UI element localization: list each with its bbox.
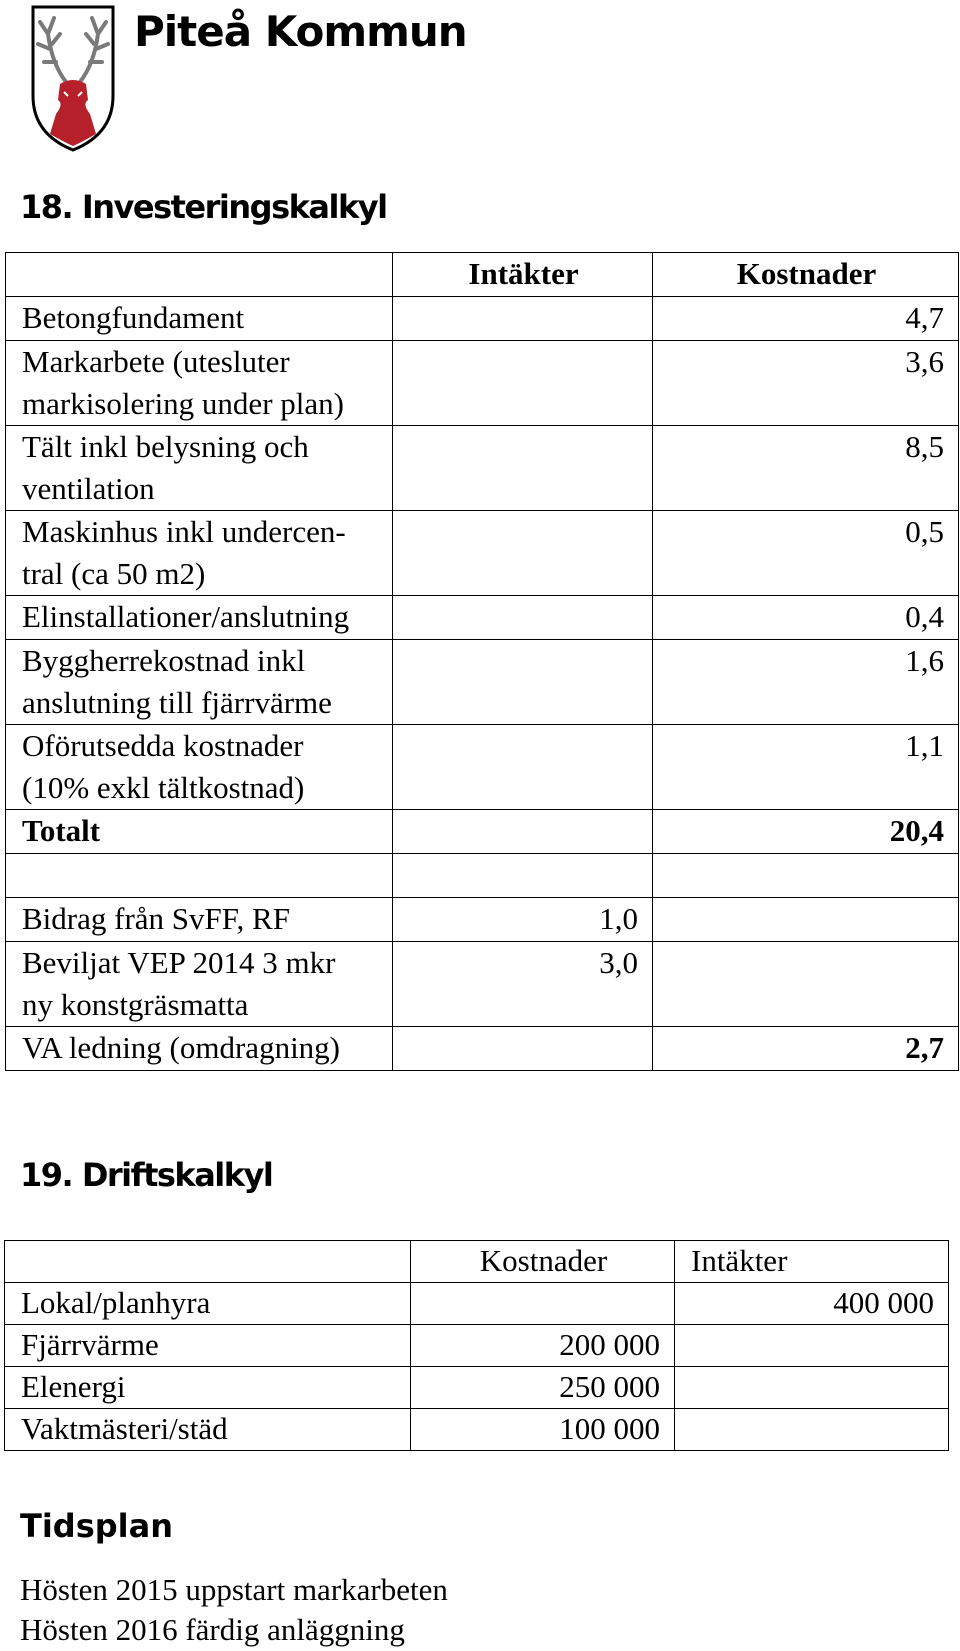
column-header-intakter: Intäkter (393, 253, 653, 297)
kostnader-cell: 0,5 (653, 511, 959, 596)
row-label: Fjärrvärme (5, 1325, 411, 1367)
kostnader-cell: 200 000 (411, 1325, 675, 1367)
investment-heading: 18. Investeringskalkyl (20, 188, 387, 226)
row-label: Vaktmästeri/städ (5, 1409, 411, 1451)
page-header (0, 0, 960, 160)
kostnader-cell (411, 1283, 675, 1325)
intakter-cell (675, 1325, 949, 1367)
kostnader-cell: 8,5 (653, 426, 959, 511)
spacer-row (6, 854, 959, 898)
kostnader-cell (653, 942, 959, 1027)
column-header-kostnader: Kostnader (653, 253, 959, 297)
row-label: Bidrag från SvFF, RF (6, 898, 393, 942)
kostnader-cell: 4,7 (653, 297, 959, 341)
municipality-crest-logo (30, 4, 116, 152)
intakter-cell (393, 596, 653, 640)
row-label: Beviljat VEP 2014 3 mkr ny konstgräsmatta (6, 942, 393, 1027)
table-header-row (6, 253, 959, 297)
row-label: Maskinhus inkl undercen- tral (ca 50 m2) (6, 511, 393, 596)
intakter-cell (393, 640, 653, 725)
kostnader-cell: 250 000 (411, 1367, 675, 1409)
spacer-cell (393, 854, 653, 898)
intakter-cell (393, 725, 653, 810)
row-label: Markarbete (utesluter markisolering under plan) (6, 341, 393, 426)
header-empty-cell (5, 1241, 411, 1283)
intakter-cell (393, 511, 653, 596)
intakter-cell (393, 297, 653, 341)
intakter-cell (393, 341, 653, 426)
spacer-cell (653, 854, 959, 898)
timeline-line: Hösten 2016 färdig anläggning (20, 1612, 405, 1647)
table-row (5, 1325, 949, 1367)
row-label: Elenergi (5, 1367, 411, 1409)
intakter-cell: 1,0 (393, 898, 653, 942)
table-row (6, 942, 959, 1027)
intakter-cell (393, 426, 653, 511)
total-value: 20,4 (653, 810, 959, 854)
operating-heading: 19. Driftskalkyl (20, 1156, 273, 1194)
row-label: Oförutsedda kostnader (10% exkl tältkostnad) (6, 725, 393, 810)
organization-name: Piteå Kommun (134, 7, 467, 56)
final-row (6, 1027, 959, 1071)
table-header-row (5, 1241, 949, 1283)
total-label: Totalt (6, 810, 393, 854)
column-header-kostnader: Kostnader (411, 1241, 675, 1283)
table-row (5, 1367, 949, 1409)
table-row (6, 426, 959, 511)
timeline-title: Tidsplan (20, 1507, 173, 1545)
timeline-line: Hösten 2015 uppstart markarbeten (20, 1572, 448, 1607)
kostnader-cell: 1,1 (653, 725, 959, 810)
row-label: Lokal/planhyra (5, 1283, 411, 1325)
investment-table (5, 252, 959, 1071)
kostnader-cell: 0,4 (653, 596, 959, 640)
table-row (6, 511, 959, 596)
table-row (5, 1283, 949, 1325)
final-intakter-cell (393, 1027, 653, 1071)
total-intakter-cell (393, 810, 653, 854)
operating-table (4, 1240, 949, 1451)
row-label: Tält inkl belysning och ventilation (6, 426, 393, 511)
kostnader-cell (653, 898, 959, 942)
table-row (6, 898, 959, 942)
column-header-intakter: Intäkter (675, 1241, 949, 1283)
intakter-cell (675, 1409, 949, 1451)
row-label: Betongfundament (6, 297, 393, 341)
final-label: VA ledning (omdragning) (6, 1027, 393, 1071)
intakter-cell: 3,0 (393, 942, 653, 1027)
kostnader-cell: 1,6 (653, 640, 959, 725)
table-row (6, 596, 959, 640)
table-row (6, 725, 959, 810)
table-row (5, 1409, 949, 1451)
row-label: Elinstallationer/anslutning (6, 596, 393, 640)
intakter-cell: 400 000 (675, 1283, 949, 1325)
table-row (6, 640, 959, 725)
spacer-cell (6, 854, 393, 898)
kostnader-cell: 100 000 (411, 1409, 675, 1451)
row-label: Byggherrekostnad inkl anslutning till fjärrvärme (6, 640, 393, 725)
total-row (6, 810, 959, 854)
intakter-cell (675, 1367, 949, 1409)
table-row (6, 297, 959, 341)
header-empty-cell (6, 253, 393, 297)
final-value: 2,7 (653, 1027, 959, 1071)
kostnader-cell: 3,6 (653, 341, 959, 426)
table-row (6, 341, 959, 426)
